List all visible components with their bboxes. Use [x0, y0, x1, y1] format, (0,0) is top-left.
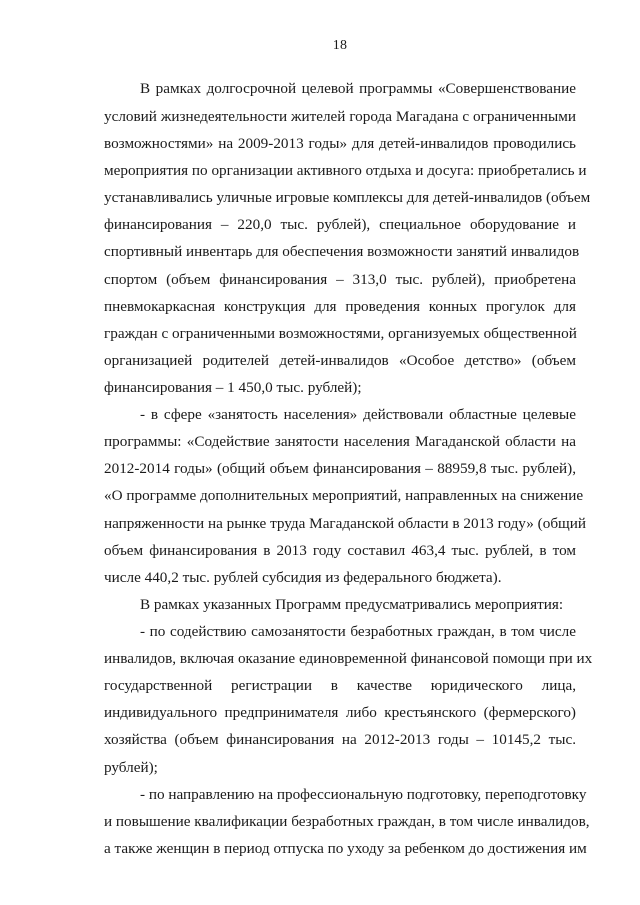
text-line: устанавливались уличные игровые комплексы для детей-инвалидов (объем: [104, 189, 591, 206]
text-line: условий жизнедеятельности жителей города Магадана с ограниченными: [104, 108, 576, 125]
text-line: граждан с ограниченными возможностями, организуемых общественной: [104, 325, 577, 342]
text-line: а также женщин в период отпуска по уходу за ребенком до достижения им: [104, 840, 587, 857]
text-line: В рамках долгосрочной целевой программы «Совершенствование: [140, 80, 576, 97]
text-line: - в сфере «занятость населения» действовали областные целевые: [140, 406, 576, 423]
text-line: - по содействию самозанятости безработных граждан, в том числе: [140, 623, 576, 640]
text-line: - по направлению на профессиональную подготовку, переподготовку: [140, 786, 587, 803]
text-line: «О программе дополнительных мероприятий, направленных на снижение: [104, 487, 584, 504]
text-line: инвалидов, включая оказание единовременной финансовой помощи при их: [104, 650, 593, 667]
text-line: программы: «Содействие занятости населения Магаданской области на: [104, 433, 576, 450]
text-line: организацией родителей детей-инвалидов «Особое детство» (объем: [104, 352, 576, 369]
text-line: спортивный инвентарь для обеспечения возможности занятий инвалидов: [104, 243, 580, 260]
text-line: финансирования – 1 450,0 тыс. рублей);: [104, 379, 362, 396]
page-number: 18: [332, 38, 348, 53]
text-line: хозяйства (объем финансирования на 2012-2013 годы – 10145,2 тыс.: [104, 731, 576, 748]
text-line: напряженности на рынке труда Магаданской области в 2013 году» (общий: [104, 515, 586, 532]
text-line: В рамках указанных Программ предусматривались мероприятия:: [140, 596, 564, 613]
text-line: 2012-2014 годы» (общий объем финансирования – 88959,8 тыс. рублей),: [104, 460, 576, 477]
text-line: числе 440,2 тыс. рублей субсидия из федерального бюджета).: [104, 569, 502, 586]
text-line: рублей);: [104, 759, 158, 776]
text-line: и повышение квалификации безработных граждан, в том числе инвалидов,: [104, 813, 590, 830]
text-line: объем финансирования в 2013 году составил 463,4 тыс. рублей, в том: [104, 542, 576, 559]
text-line: индивидуального предпринимателя либо крестьянского (фермерского): [104, 704, 576, 721]
text-line: пневмокаркасная конструкция для проведения конных прогулок для: [104, 298, 576, 315]
text-line: возможностями» на 2009-2013 годы» для детей-инвалидов проводились: [104, 135, 576, 152]
text-line: спортом (объем финансирования – 313,0 тыс. рублей), приобретена: [104, 271, 576, 288]
text-line: финансирования – 220,0 тыс. рублей), специальное оборудование и: [104, 216, 576, 233]
text-line: мероприятия по организации активного отдыха и досуга: приобретались и: [104, 162, 587, 179]
text-line: государственной регистрации в качестве юридического лица,: [104, 677, 576, 694]
